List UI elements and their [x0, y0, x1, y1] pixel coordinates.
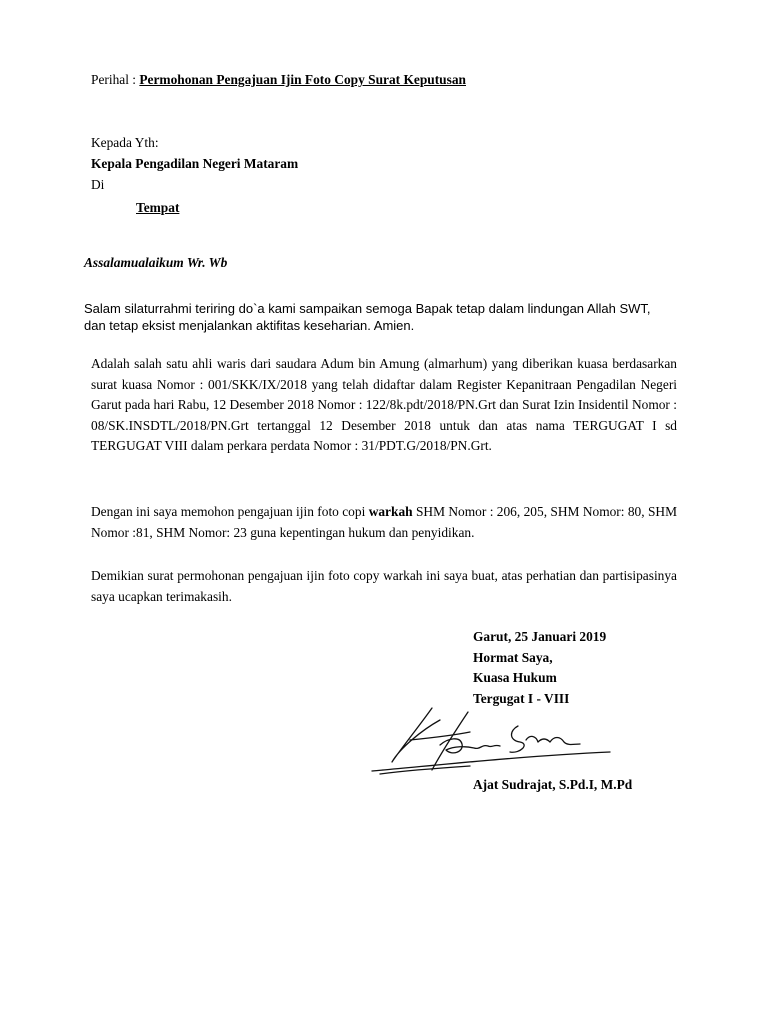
body-paragraph-1-text: Adalah salah satu ahli waris dari saudara Adum bin Amung (almarhum) yang diberikan kuasa berdasarkan surat kuasa Nomor : 001/SKK/IX/2018 yang telah didaftar dalam Register Kepanitraan Pengadilan Negeri Garut pada hari Rabu, 12 Desember 2018 Nomor : 122/8k.pdt/2018/PN.Grt dan Surat Izin Insidentil Nomor : 08/SK.INSDTL/2018/PN.Grt tertanggal 12 Desember 2018 untuk dan atas nama TERGUGAT I sd TERGUGAT VIII dalam perkara perdata Nomor : 31/PDT.G/2018/PN.Grt.	[91, 356, 677, 454]
body-paragraph-1	[91, 354, 677, 457]
recipient-place: Tempat	[136, 200, 180, 215]
closing-regards: Hormat Saya,	[473, 649, 553, 665]
greeting: Assalamualaikum Wr. Wb	[84, 255, 228, 270]
body-paragraph-3-text: Demikian surat permohonan pengajuan ijin foto copy warkah ini saya buat, atas perhatian dan partisipasinya saya ucapkan terimakasih.	[91, 568, 677, 604]
place-date: Garut, 25 Januari 2019	[473, 629, 607, 644]
body-paragraph-2	[91, 502, 677, 543]
subject-label: Perihal :	[91, 72, 140, 87]
subject-text: Permohonan Pengajuan Ijin Foto Copy Surat Keputusan	[139, 72, 466, 87]
warkah-bold: warkah	[368, 504, 413, 519]
subject-line	[91, 72, 466, 88]
signer-name: Ajat Sudrajat, S.Pd.I, M.Pd	[473, 777, 633, 792]
intro-line-1: Salam silaturrahmi teriring do`a kami sampaikan semoga Bapak tetap dalam lindungan Allah SWT,	[84, 301, 651, 316]
recipient-name: Kepala Pengadilan Negeri Mataram	[91, 156, 299, 171]
recipient-di: Di	[91, 177, 105, 192]
recipient-salutation: Kepada Yth:	[91, 135, 159, 150]
closing-role: Kuasa Hukum	[473, 670, 557, 686]
handwritten-signature	[370, 700, 620, 780]
closing-party: Tergugat I - VIII	[473, 690, 570, 706]
body-paragraph-2-start: Dengan ini saya memohon pengajuan ijin foto copi	[91, 504, 369, 519]
intro-line-2: dan tetap eksist menjalankan aktifitas keseharian. Amien.	[84, 318, 415, 333]
body-paragraph-2-end: SHM Nomor : 206, 205, SHM Nomor: 80, SHM Nomor :81, SHM Nomor: 23 guna kepentingan hukum dan penyidikan.	[91, 504, 678, 540]
body-paragraph-3	[91, 566, 677, 607]
closing-block	[473, 627, 606, 709]
